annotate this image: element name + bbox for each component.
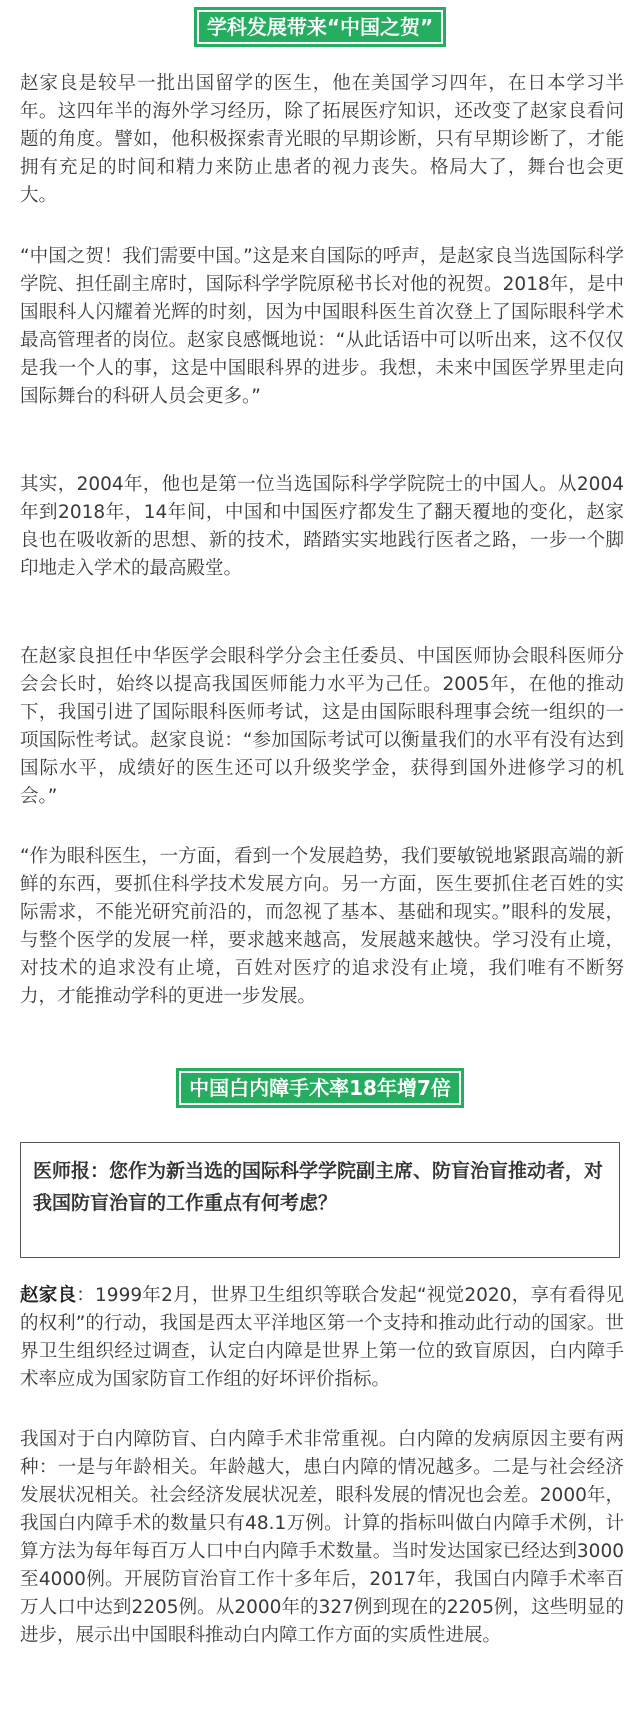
section-title-2: 中国白内障手术率18年增7倍 [179,1071,461,1105]
section-title-1-wrap [0,10,640,44]
answer-text-1: ：1999年2月，世界卫生组织等联合发起“视觉2020，享有看得见的权利”的行动，我国是西太平洋地区第一个支持和推动此行动的国家。世界卫生组织经过调查，认定白内障是世界上第一位的致盲原因，白内障手术率应成为国家防盲工作组的好坏评价指标。 [20,1285,624,1390]
paragraph-5: “作为眼科医生，一方面，看到一个发展趋势，我们要敏锐地紧跟高端的新鲜的东西，要抓住科学技术发展方向。另一方面，医生要抓住老百姓的实际需求，不能光研究前沿的，而忽视了基本、基础和现实。”眼科的发展，与整个医学的发展一样，要求越来越高，发展越来越快。学习没有止境，对技术的追求没有止境，百姓对医疗的追求没有止境，我们唯有不断努力，才能推动学科的更进一步发展。 [20,846,624,1007]
question-box [20,1142,620,1258]
paragraph-4: 在赵家良担任中华医学会眼科学分会主任委员、中国医师协会眼科医师分会会长时，始终以提高我国医师能力水平为己任。2005年，在他的推动下，我国引进了国际眼科医师考试，这是由国际眼科理事会统一组织的一项国际性考试。赵家良说：“参加国际考试可以衡量我们的水平有没有达到国际水平，成绩好的医生还可以升级奖学金，获得到国外进修学习的机会。” [20,646,624,807]
paragraph-1: 赵家良是较早一批出国留学的医生，他在美国学习四年，在日本学习半年。这四年半的海外学习经历，除了拓展医疗知识，还改变了赵家良看问题的角度。譬如，他积极探索青光眼的早期诊断，只有早期诊断了，才能拥有充足的时间和精力来防止患者的视力丧失。格局大了，舞台也会更大。 [20,73,624,206]
interview-question: 医师报：您作为新当选的国际科学学院副主席、防盲治盲推动者，对我国防盲治盲的工作重点有何考虑？ [33,1160,604,1214]
speaker-name: 赵家良 [20,1285,77,1306]
section-title-1: 学科发展带来“中国之贺” [197,10,443,44]
paragraph-3: 其实，2004年，他也是第一位当选国际科学学院院士的中国人。从2004年到2018年，14年间，中国和中国医疗都发生了翻天覆地的变化，赵家良也在吸收新的思想、新的技术，踏踏实实地践行医者之路，一步一个脚印地走入学术的最高殿堂。 [20,474,624,579]
section-title-2-wrap [0,1071,640,1105]
answer-paragraph-1 [20,1282,624,1394]
answer-paragraph-2: 我国对于白内障防盲、白内障手术非常重视。白内障的发病原因主要有两种：一是与年龄相关。年龄越大，患白内障的情况越多。二是与社会经济发展状况相关。社会经济发展状况差，眼科发展的情况也会差。2000年，我国白内障手术的数量只有48.1万例。计算的指标叫做白内障手术例，计算方法为每年每百万人口中白内障手术数量。当时发达国家已经达到3000至4000例。开展防盲治盲工作十多年后，2017年，我国白内障手术率百万人口中达到2205例。从2000年的327例到现在的2205例，这些明显的进步，展示出中国眼科推动白内障工作方面的实质性进展。 [20,1429,624,1646]
paragraph-2: “中国之贺！我们需要中国。”这是来自国际的呼声，是赵家良当选国际科学学院、担任副主席时，国际科学学院原秘书长对他的祝贺。2018年，是中国眼科人闪耀着光辉的时刻，因为中国眼科医生首次登上了国际眼科学术最高管理者的岗位。赵家良感慨地说：“从此话语中可以听出来，这不仅仅是我一个人的事，这是中国眼科界的进步。我想，未来中国医学界里走向国际舞台的科研人员会更多。” [20,246,624,407]
